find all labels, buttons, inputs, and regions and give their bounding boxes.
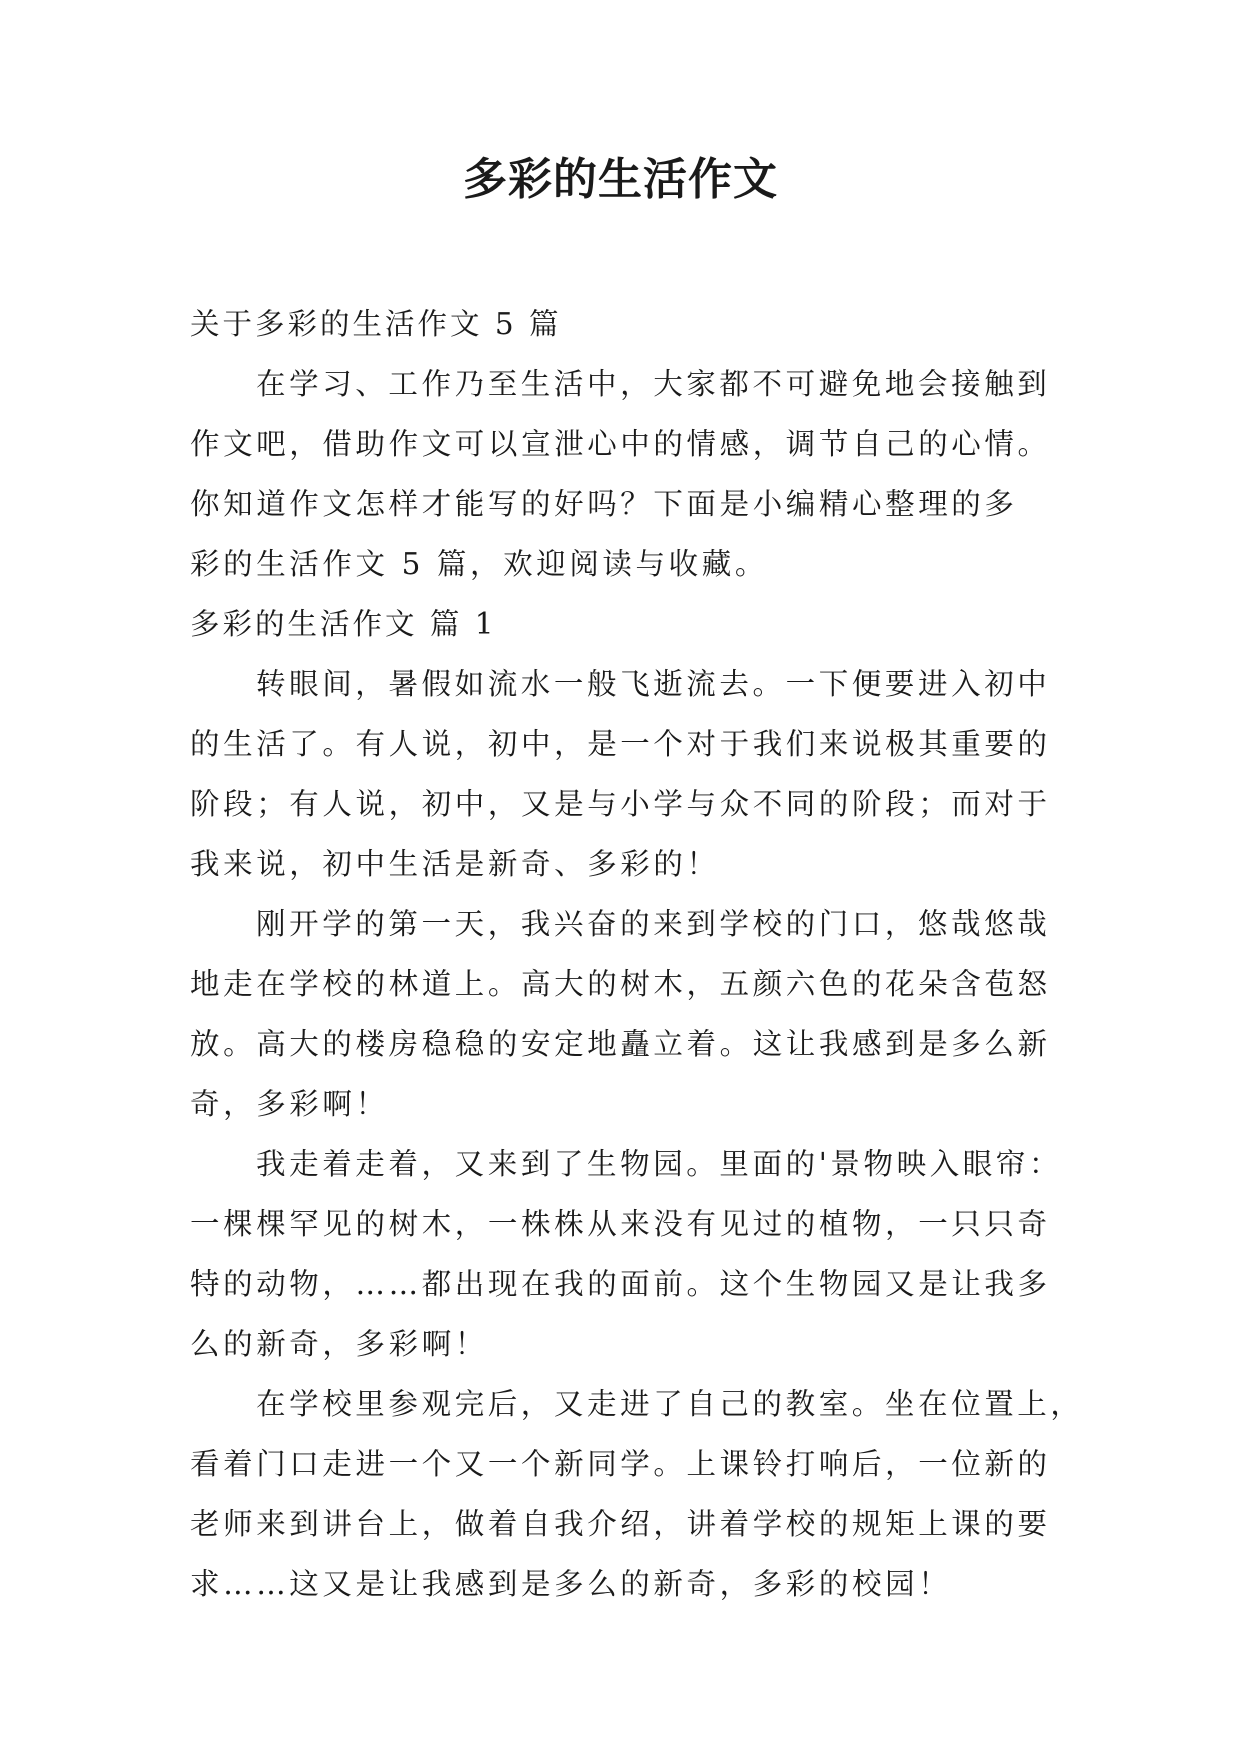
paragraph-line: 我走着走着，又来到了生物园。里面的'景物映入眼帘： <box>256 1147 1063 1181</box>
paragraph-line: 转眼间，暑假如流水一般飞逝流去。一下便要进入初中 <box>256 667 1051 701</box>
paragraph-line: 阶段；有人说，初中，又是与小学与众不同的阶段；而对于 <box>190 787 1051 821</box>
section-heading: 多彩的生活作文 篇 1 <box>190 607 497 641</box>
paragraph-line: 的生活了。有人说，初中，是一个对于我们来说极其重要的 <box>190 727 1051 761</box>
paragraph-line: 么的新奇，多彩啊！ <box>190 1327 488 1361</box>
paragraph-line: 特的动物，……都出现在我的面前。这个生物园又是让我多 <box>190 1267 1051 1301</box>
document-body <box>190 294 1084 1614</box>
paragraph-line: 一棵棵罕见的树木，一株株从来没有见过的植物，一只只奇 <box>190 1207 1051 1241</box>
paragraph-line: 求……这又是让我感到是多么的新奇，多彩的校园！ <box>190 1567 952 1601</box>
paragraph-line: 你知道作文怎样才能写的好吗？下面是小编精心整理的多 <box>190 487 1018 521</box>
paragraph-line: 作文吧，借助作文可以宣泄心中的情感，调节自己的心情。 <box>190 427 1051 461</box>
section-heading: 关于多彩的生活作文 5 篇 <box>190 307 562 341</box>
paragraph-line: 老师来到讲台上，做着自我介绍，讲着学校的规矩上课的要 <box>190 1507 1051 1541</box>
paragraph-line: 我来说，初中生活是新奇、多彩的！ <box>190 847 720 881</box>
paragraph-line: 看着门口走进一个又一个新同学。上课铃打响后，一位新的 <box>190 1447 1051 1481</box>
paragraph-line: 地走在学校的林道上。高大的树木，五颜六色的花朵含苞怒 <box>190 967 1051 1001</box>
paragraph-line: 在学校里参观完后，又走进了自己的教室。坐在位置上， <box>256 1387 1084 1421</box>
paragraph-line: 在学习、工作乃至生活中，大家都不可避免地会接触到 <box>256 367 1051 401</box>
paragraph-line: 奇，多彩啊！ <box>190 1087 389 1121</box>
paragraph-line: 放。高大的楼房稳稳的安定地矗立着。这让我感到是多么新 <box>190 1027 1051 1061</box>
paragraph-line: 刚开学的第一天，我兴奋的来到学校的门口，悠哉悠哉 <box>256 907 1051 941</box>
paragraph-line: 彩的生活作文 5 篇，欢迎阅读与收藏。 <box>190 547 768 581</box>
document-title: 多彩的生活作文 <box>463 154 778 205</box>
